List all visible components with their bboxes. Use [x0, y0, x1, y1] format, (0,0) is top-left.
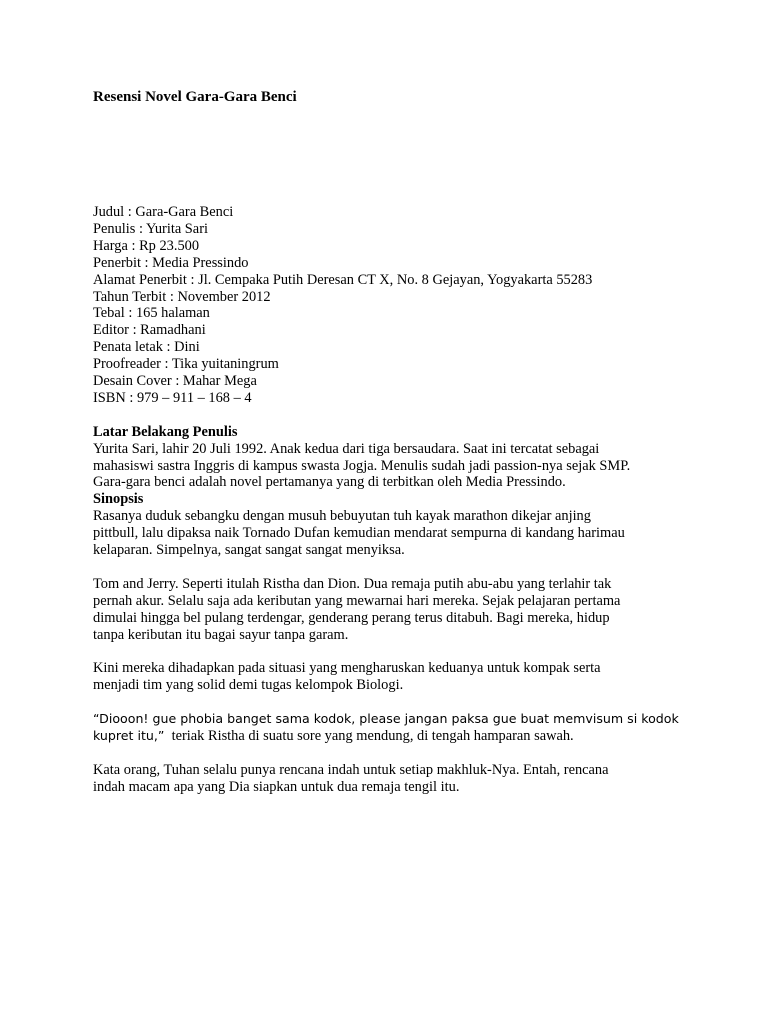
metadata-publisher-address: Alamat Penerbit : Jl. Cempaka Putih Deresan CT X, No. 8 Gejayan, Yogyakarta 55283	[93, 271, 593, 288]
document-title: Resensi Novel Gara-Gara Benci	[93, 89, 297, 105]
synopsis-paragraph	[93, 508, 693, 559]
author-background-line: Yurita Sari, lahir 20 Juli 1992. Anak kedua dari tiga bersaudara. Saat ini tercatat sebagai	[93, 440, 600, 457]
synopsis-line: Kata orang, Tuhan selalu punya rencana indah untuk setiap makhluk-Nya. Entah, rencana	[93, 761, 609, 778]
spacer	[93, 644, 693, 661]
synopsis-line: tanpa keributan itu bagai sayur tanpa garam.	[93, 626, 349, 643]
synopsis-heading: Sinopsis	[93, 491, 144, 508]
synopsis-paragraph	[93, 576, 693, 644]
synopsis-line: menjadi tim yang solid demi tugas kelompok Biologi.	[93, 677, 404, 694]
synopsis-line: Kini mereka dihadapkan pada situasi yang mengharuskan keduanya untuk kompak serta	[93, 660, 601, 677]
metadata-layout: Penata letak : Dini	[93, 339, 200, 356]
metadata-page-count: Tebal : 165 halaman	[93, 305, 210, 322]
metadata-price: Harga : Rp 23.500	[93, 237, 200, 254]
metadata-author: Penulis : Yurita Sari	[93, 220, 208, 237]
synopsis-line: pernah akur. Selalu saja ada keributan yang mewarnai hari mereka. Sejak pelajaran pertama	[93, 592, 621, 609]
author-background-heading: Latar Belakang Penulis	[93, 423, 238, 440]
synopsis-line: Rasanya duduk sebangku dengan musuh bebuyutan tuh kayak marathon dikejar anjing	[93, 508, 591, 525]
synopsis-paragraph	[93, 762, 693, 796]
metadata-title: Judul : Gara-Gara Benci	[93, 204, 234, 220]
author-background-line: mahasiswi sastra Inggris di kampus swasta Jogja. Menulis sudah jadi passion-nya sejak SMP.	[93, 457, 631, 474]
synopsis-line: indah macam apa yang Dia siapkan untuk dua remaja tengil itu.	[93, 778, 460, 795]
author-background-section	[93, 424, 693, 492]
synopsis-line: Tom and Jerry. Seperti itulah Ristha dan Dion. Dua remaja putih abu-abu yang terlahir tak	[93, 575, 612, 592]
synopsis-quote	[93, 711, 693, 745]
metadata-editor: Editor : Ramadhani	[93, 322, 206, 339]
metadata-isbn: ISBN : 979 – 911 – 168 – 4	[93, 389, 252, 406]
metadata-proofreader: Proofreader : Tika yuitaningrum	[93, 356, 279, 373]
quote-line: “Diooon! gue phobia banget sama kodok, please jangan paksa gue buat memvisum si kodok	[93, 711, 679, 727]
author-background-line: Gara-gara benci adalah novel pertamanya yang di terbitkan oleh Media Pressindo.	[93, 474, 566, 491]
quote-end: kupret itu,”	[93, 728, 165, 744]
synopsis-line: dimulai hingga bel pulang terdengar, genderang perang terus ditabuh. Bagi mereka, hidup	[93, 609, 610, 626]
metadata-cover-design: Desain Cover : Mahar Mega	[93, 373, 257, 390]
synopsis-line: pittbull, lalu dipaksa naik Tornado Dufan kemudian mendarat sempurna di kandang harimau	[93, 525, 625, 542]
synopsis-section	[93, 491, 693, 795]
synopsis-paragraph	[93, 660, 693, 694]
document-body	[93, 204, 693, 796]
spacer	[93, 694, 693, 711]
quote-line	[93, 728, 693, 745]
metadata-publisher: Penerbit : Media Pressindo	[93, 254, 249, 271]
book-metadata	[93, 204, 693, 407]
synopsis-line: kelaparan. Simpelnya, sangat sangat sangat menyiksa.	[93, 542, 405, 559]
spacer	[93, 407, 693, 424]
spacer	[93, 559, 693, 576]
spacer	[93, 745, 693, 762]
metadata-publish-year: Tahun Terbit : November 2012	[93, 288, 271, 305]
quote-attribution: teriak Ristha di suatu sore yang mendung, di tengah hamparan sawah.	[164, 728, 574, 745]
